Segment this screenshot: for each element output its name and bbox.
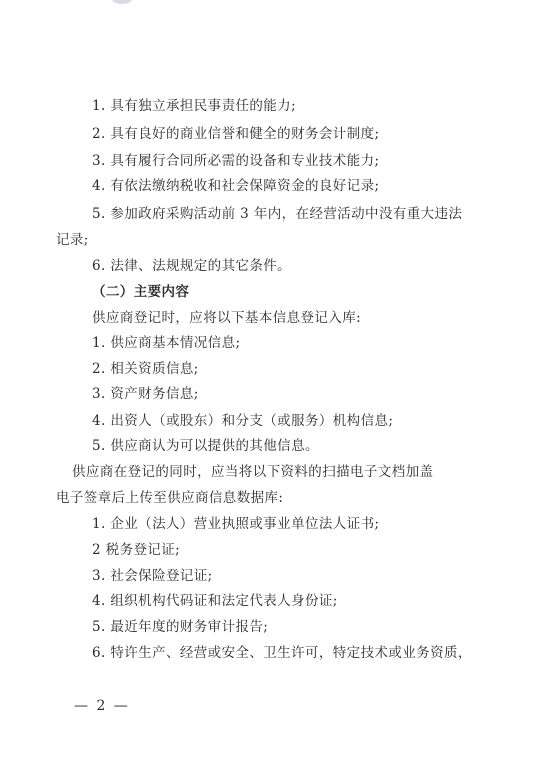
- registration-intro: 供应商登记时，应将以下基本信息登记入库:: [92, 310, 362, 326]
- info-item-2: 2. 相关资质信息;: [92, 361, 199, 377]
- condition-5-continued: 记录;: [56, 232, 89, 248]
- condition-3: 3. 具有履行合同所必需的设备和专业技术能力;: [92, 153, 380, 169]
- upload-intro: 供应商在登记的同时，应当将以下资料的扫描电子文档加盖: [72, 464, 434, 480]
- condition-2: 2. 具有良好的商业信誉和健全的财务会计制度;: [92, 126, 380, 142]
- info-item-5: 5. 供应商认为可以提供的其他信息。: [92, 438, 319, 454]
- upload-intro-continued: 电子签章后上传至供应商信息数据库:: [56, 490, 284, 506]
- material-item-6: 6. 特许生产、经营或安全、卫生许可，特定技术或业务资质，: [92, 645, 472, 661]
- condition-4: 4. 有依法缴纳税收和社会保障资金的良好记录;: [92, 178, 380, 194]
- info-item-3: 3. 资产财务信息;: [92, 386, 199, 402]
- condition-6: 6. 法律、法规规定的其它条件。: [92, 258, 292, 274]
- material-item-2: 2 税务登记证;: [92, 542, 181, 558]
- page-number: — 2 —: [74, 698, 130, 714]
- material-item-4: 4. 组织机构代码证和法定代表人身份证;: [92, 593, 338, 609]
- condition-1: 1. 具有独立承担民事责任的能力;: [92, 98, 297, 114]
- section-heading: （二）主要内容: [92, 284, 190, 300]
- material-item-1: 1. 企业（法人）营业执照或事业单位法人证书;: [92, 516, 380, 532]
- info-item-1: 1. 供应商基本情况信息;: [92, 335, 241, 351]
- condition-5: 5. 参加政府采购活动前 3 年内，在经营活动中没有重大违法: [92, 206, 463, 222]
- seal-mark: [112, 0, 132, 4]
- info-item-4: 4. 出资人（或股东）和分支（或服务）机构信息;: [92, 413, 394, 429]
- material-item-3: 3. 社会保险登记证;: [92, 568, 213, 584]
- material-item-5: 5. 最近年度的财务审计报告;: [92, 619, 269, 635]
